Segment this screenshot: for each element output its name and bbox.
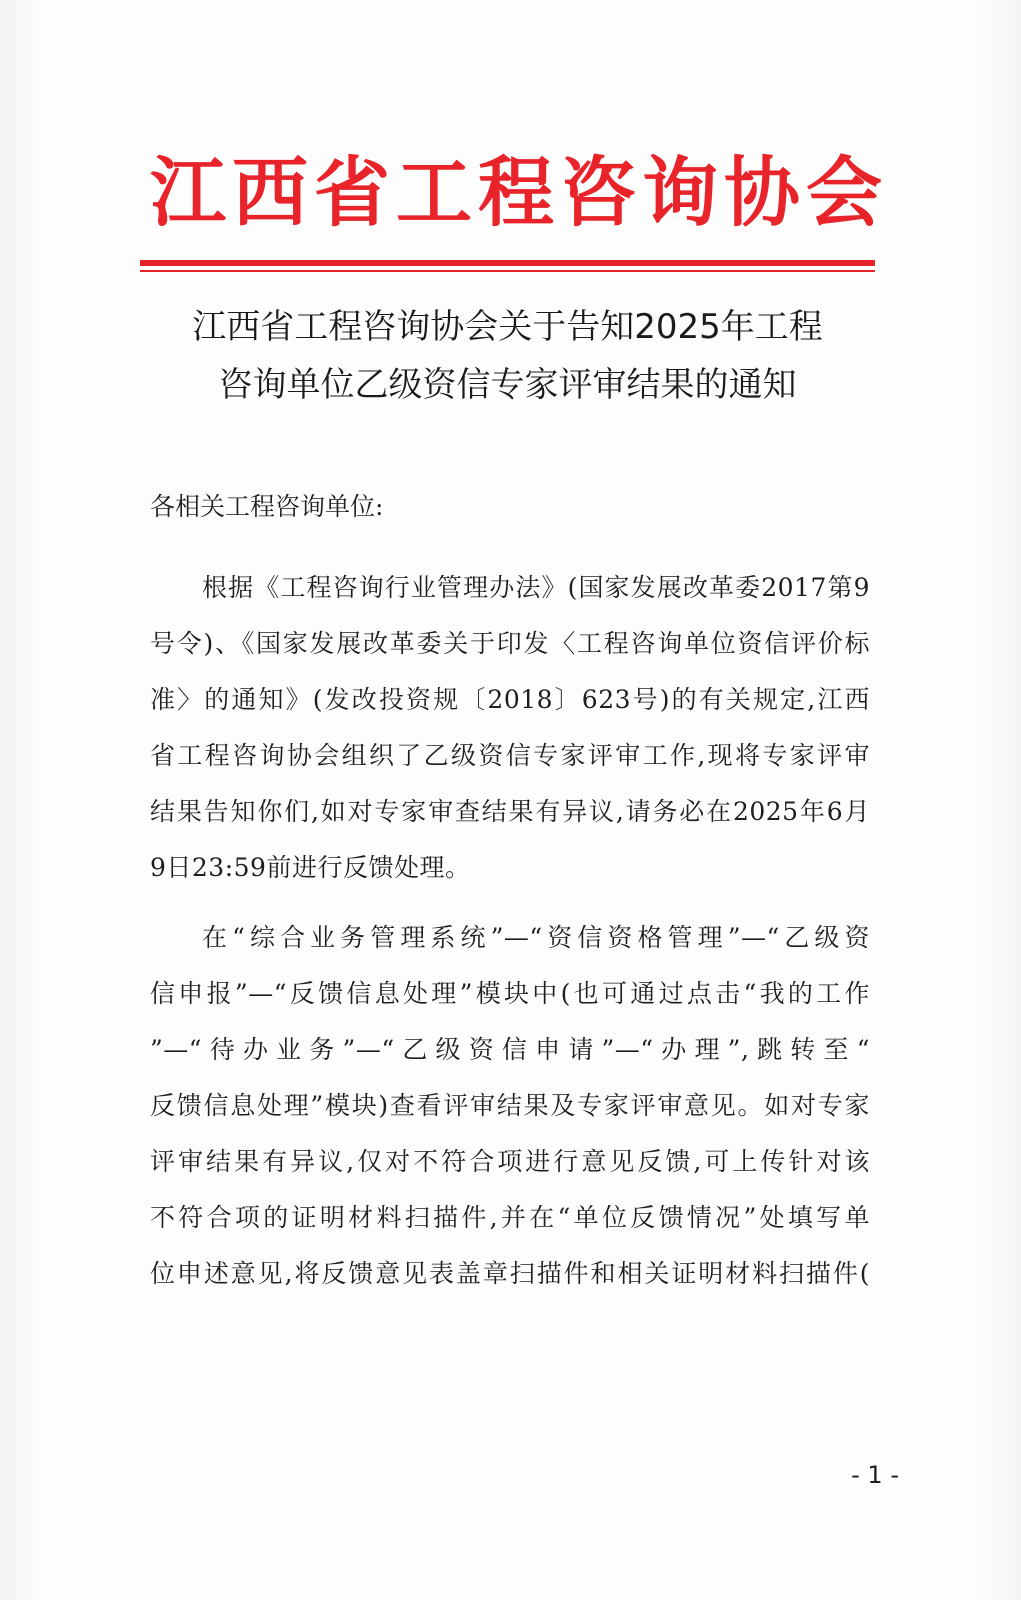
paragraph-1-line: 9日23:59前进行反馈处理。 xyxy=(150,853,471,882)
paragraph-2-line: 在“综合业务管理系统”—“资信资格管理”—“乙级资 xyxy=(202,923,870,952)
paragraph-2-line: 反馈信息处理”模块)查看评审结果及专家评审意见。如对专家 xyxy=(150,1091,870,1120)
document-title-line-2: 咨询单位乙级资信专家评审结果的通知 xyxy=(218,365,797,405)
paragraph-1 xyxy=(150,560,870,896)
document-title xyxy=(140,298,875,414)
paragraph-1-line: 号令)、《国家发展改革委关于印发〈工程咨询单位资信评价标 xyxy=(150,629,870,658)
masthead-org-name: 江西省工程咨询协会 xyxy=(150,148,888,237)
paragraph-2 xyxy=(150,910,870,1302)
document-title-line-1: 江西省工程咨询协会关于告知2025年工程 xyxy=(192,307,823,347)
masthead-red-rule-thick xyxy=(140,260,875,266)
paragraph-2-line: 评审结果有异议,仅对不符合项进行意见反馈,可上传针对该 xyxy=(150,1147,870,1176)
paragraph-2-line: 位申述意见,将反馈意见表盖章扫描件和相关证明材料扫描件( xyxy=(150,1259,870,1288)
masthead-red-rule-thin xyxy=(140,270,875,272)
paragraph-2-line: 信申报”—“反馈信息处理”模块中(也可通过点击“我的工作 xyxy=(150,979,870,1008)
paragraph-2-line: 不符合项的证明材料扫描件,并在“单位反馈情况”处填写单 xyxy=(150,1203,870,1232)
paragraph-1-line: 准〉的通知》(发改投资规〔2018〕623号)的有关规定,江西 xyxy=(150,685,870,714)
salutation: 各相关工程咨询单位: xyxy=(150,492,384,521)
paragraph-1-line: 省工程咨询协会组织了乙级资信专家评审工作,现将专家评审 xyxy=(150,741,870,770)
paragraph-2-line: ”—“待办业务”—“乙级资信申请”—“办理”,跳转至“ xyxy=(150,1035,870,1064)
paragraph-1-line: 根据《工程咨询行业管理办法》(国家发展改革委2017第9 xyxy=(202,573,870,602)
paragraph-1-line: 结果告知你们,如对专家审查结果有异议,请务必在2025年6月 xyxy=(150,797,870,826)
page-number: - 1 - xyxy=(851,1461,899,1489)
